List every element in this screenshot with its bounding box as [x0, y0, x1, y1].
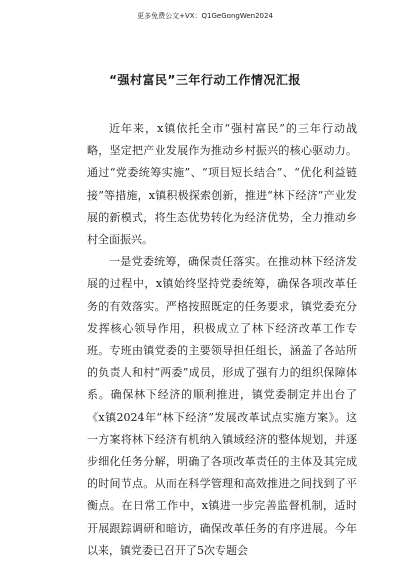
header-note: 更多免费公文+VX：Q1GeGongWen2024 — [137, 12, 273, 20]
paragraph-intro: 近年来，x镇依托全市“强村富民”的三年行动战略，坚定把产业发展作为推动乡村振兴的核心驱动力。通过“党委统筹实施”、“项目短长结合”、“优化利益链接”等措施，x镇积极探索创新，推进“林下经济”产业发展的新模式，将生态优势转化为经济优势，全力推动乡村全面振兴。 — [87, 122, 357, 247]
paragraph-party-coordination: 一是党委统筹，确保责任落实。在推动林下经济发展的过程中，x镇始终坚持党委统筹，确保各项改革任务的有效落实。严格按照既定的任务要求，镇党委充分发挥核心领导作用，积极成立了林下经济改革工作专班。专班由镇党委的主要领导担任组长，涵盖了各站所的负责人和村“两委”成员，形成了强有力的组织保障体系。确保林下经济的顺利推进，镇党委制定并出台了《x镇2024年“林下经济”发展改革试点实施方案》。这一方案将林下经济有机纳入镇域经济的整体规划，并逐步细化任务分解，明确了各项改革责任的主体及其完成的时间节点。从而在科学管理和高效推进之间找到了平衡点。在日常工作中，x镇进一步完善监督机制，适时开展跟踪调研和暗访，确保改革任务的有序进展。今年以来，镇党委已召开了5次专题会 — [87, 255, 357, 557]
document-body — [87, 118, 357, 562]
document-title: “强村富民”三年行动工作情况汇报 — [109, 73, 301, 87]
